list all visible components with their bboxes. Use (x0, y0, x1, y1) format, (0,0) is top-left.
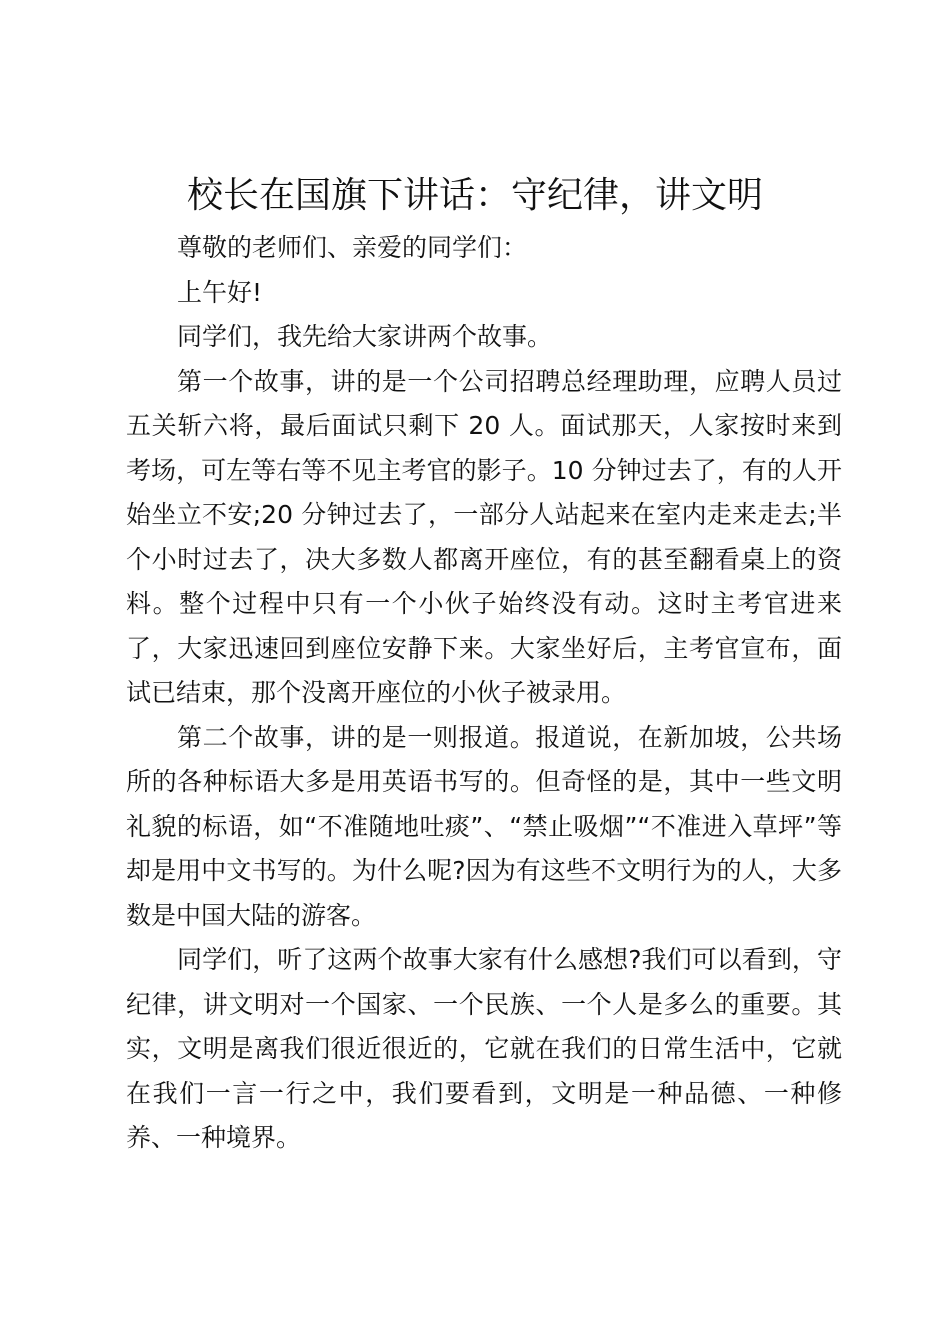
greeting-paragraph: 尊敬的老师们、亲爱的同学们： (177, 233, 528, 262)
reflection-paragraph: 同学们，听了这两个故事大家有什么感想?我们可以看到，守纪律，讲文明对一个国家、一个民族、一个人是多么的重要。其实，文明是离我们很近很近的，它就在我们的日常生活中，它就在我们一言一行之中，我们要看到，文明是一种品德、一种修养、一种境界。 (126, 945, 842, 1152)
salutation-paragraph: 上午好! (177, 277, 263, 307)
second-story-paragraph: 第二个故事，讲的是一则报道。报道说，在新加坡，公共场所的各种标语大多是用英语书写的。但奇怪的是，其中一些文明礼貌的标语，如“不准随地吐痰”、“禁止吸烟”“不准进入草坪”等却是用中文书写的。为什么呢?因为有这些不文明行为的人，大多数是中国大陆的游客。 (126, 722, 842, 930)
document-body (126, 226, 842, 1161)
document-title: 校长在国旗下讲话：守纪律，讲文明 (186, 175, 763, 216)
first-story-paragraph: 第一个故事，讲的是一个公司招聘总经理助理，应聘人员过五关斩六将，最后面试只剩下 20 人。面试那天，人家按时来到考场，可左等右等不见主考官的影子。10 分钟过去了，有的人开始坐立不安;20 分钟过去了，一部分人站起来在室内走来走去;半个小时过去了，决大多数人都离开座位，有的甚至翻看桌上的资料。整个过程中只有一个小伙子始终没有动。这时主考官进来了，大家迅速回到座位安静下来。大家坐好后，主考官宣布，面试已结束，那个没离开座位的小伙子被录用。 (126, 366, 842, 707)
intro-paragraph: 同学们，我先给大家讲两个故事。 (177, 322, 553, 351)
